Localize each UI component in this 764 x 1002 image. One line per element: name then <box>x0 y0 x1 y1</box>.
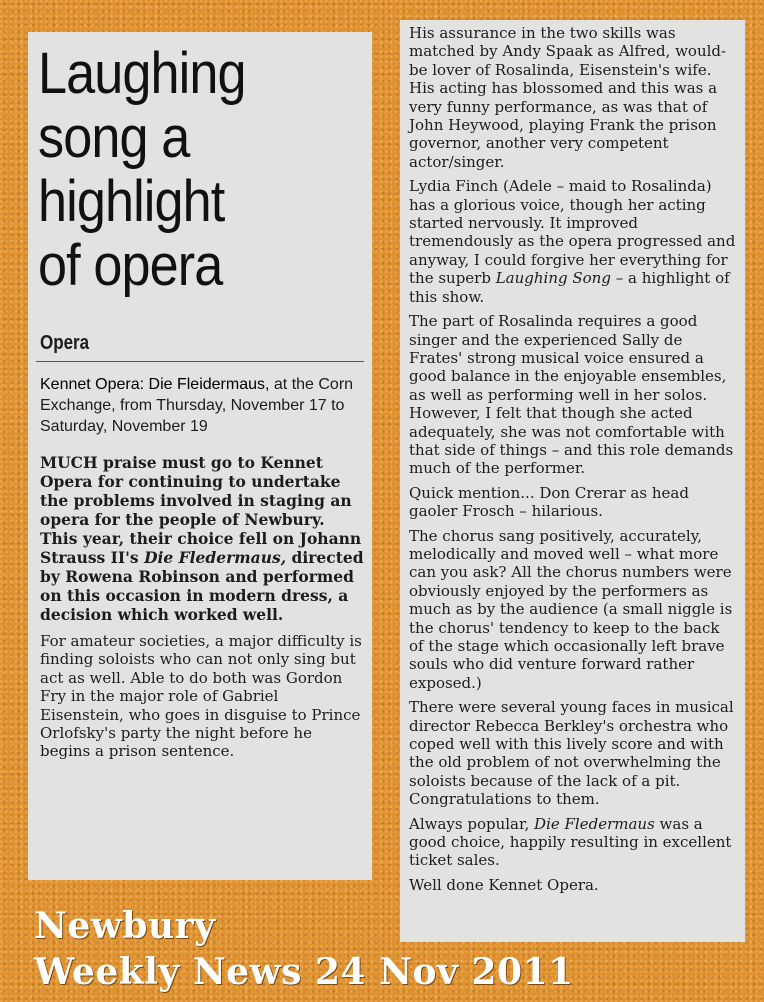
closing-text-end: was a good choice, happily resulting in excellent ticket sales. <box>409 814 732 870</box>
event-name: Kennet Opera: Die Fleidermaus, <box>40 376 270 393</box>
body-paragraph <box>409 177 737 306</box>
lead-text: MUCH praise must go to Kennet Opera for continuing to undertake the problems involved in staging an opera for the people of Newbury. This year, their choice fell on Johann Strauss II's <box>40 453 362 567</box>
headline <box>38 42 331 298</box>
headline-line: highlight <box>38 169 225 234</box>
body-paragraph: The part of Rosalinda requires a good singer and the experienced Sally de Frates' strong musical voice ensured a good balance in the enjoyable ensembles, as well as performing well in her solos. However, I felt that though she acted adequately, she was not comfortable with that side of things – and this role demands much of the performer. <box>409 312 734 478</box>
headline-line: of opera <box>38 233 223 298</box>
body-paragraph: The chorus sang positively, accurately, melodically and moved well – what more can you ask? All the chorus numbers were obviously enjoyed by the performers as much as by the audience (a small niggle is the chorus' tendency to keep to the back of the stage which occasionally left brave souls who did venture forward rather exposed.) <box>409 526 733 692</box>
body-paragraph: His assurance in the two skills was matched by Andy Spaak as Alfred, would-be lover of Rosalinda, Eisenstein's wife. His acting has blossomed and this was a very funny performance, as was that of John Heywood, playing Frank the prison governor, another very competent actor/singer. <box>409 24 727 171</box>
right-clipping <box>400 20 745 942</box>
body-paragraph: There were several young faces in musical director Rebecca Berkley's orchestra who coped well with this lively score and with the old problem of not overwhelming the soloists because of the lack of a pit. Congratulations to them. <box>409 698 734 809</box>
footer-title: Newbury <box>34 905 216 947</box>
headline-line: song a <box>38 105 190 170</box>
body-paragraph: For amateur societies, a major difficulty is finding soloists who can not only sing but act as well. Able to do both was Gordon Fry in the major role of Gabriel Eisenstein, who goes in disguise to Prince Orlofsky's party the night before he begins a prison sentence. <box>40 632 362 761</box>
headline-line: Laughing <box>38 41 246 106</box>
divider <box>36 361 364 362</box>
closing-text: Always popular, <box>409 814 535 833</box>
left-clipping <box>28 32 372 880</box>
body-paragraph: Quick mention... Don Crerar as head gaoler Frosch – hilarious. <box>409 483 689 521</box>
section-label: Opera <box>40 332 90 354</box>
lydia-text-end: – a highlight of this show. <box>409 269 730 306</box>
lydia-text: Lydia Finch (Adele – maid to Rosalinda) has a glorious voice, though her acting started nervously. It improved tremendously as the opera progressed and anyway, I could forgive her everything for the superb <box>409 177 736 288</box>
event-info <box>40 374 364 437</box>
closing-italic: Die Fledermaus <box>534 814 655 833</box>
event-details: at the Corn Exchange, from Thursday, November 17 to Saturday, November 19 <box>40 376 354 435</box>
footer-date: Weekly News 24 Nov 2011 <box>34 951 574 993</box>
lydia-italic: Laughing Song <box>495 269 611 288</box>
lead-italic: Die Fledermaus, <box>144 548 287 567</box>
signoff: Well done Kennet Opera. <box>409 875 599 894</box>
lead-text-end: directed by Rowena Robinson and performed on this occasion in modern dress, a decision which worked well. <box>40 548 364 624</box>
closing-paragraph <box>409 815 737 870</box>
lead-paragraph <box>40 453 364 624</box>
